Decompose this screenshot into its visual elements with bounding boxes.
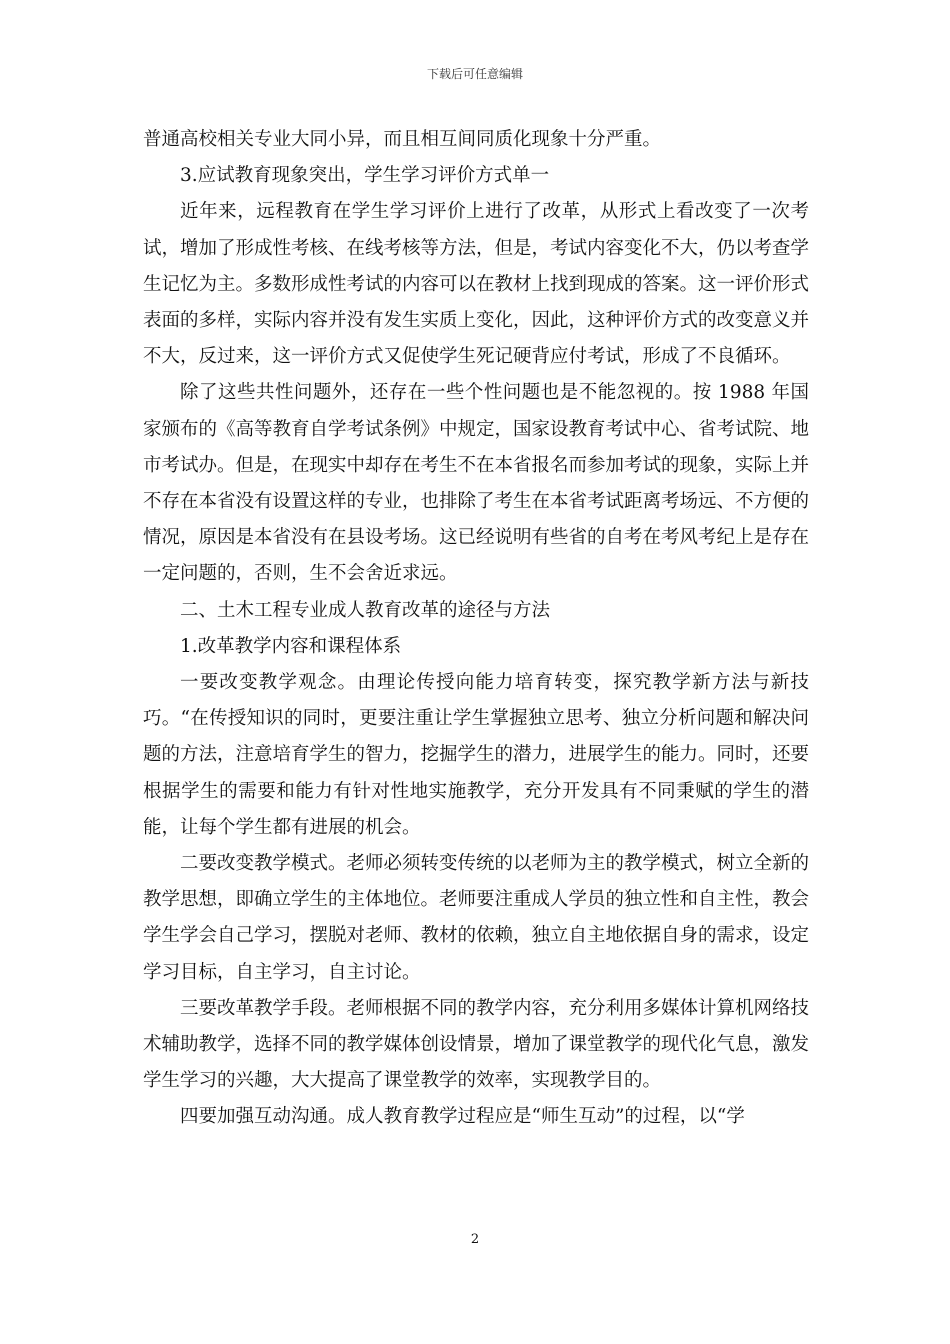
paragraph: 三要改革教学手段。老师根据不同的教学内容，充分利用多媒体计算机网络技术辅助教学，选择不同的教学媒体创设情景，增加了课堂教学的现代化气息，激发学生学习的兴趣，大大提高了课堂教学的效率，实现教学目的。 [143, 997, 810, 1092]
paragraph-continuation: 普通高校相关专业大同小异，而且相互间同质化现象十分严重。 [143, 129, 662, 150]
subsection-heading-1: 1.改革教学内容和课程体系 [180, 635, 402, 657]
paragraph: 除了这些共性问题外，还存在一些个性问题也是不能忽视的。按 1988 年国家颁布的《高等教育自学考试条例》中规定，国家设教育考试中心、省考试院、地市考试办。但是，在现实中却存在考生不在本省报名而参加考试的现象，实际上并不存在本省没有设置这样的专业，也排除了考生在本省考试距离考场远、不方便的情况，原因是本省没有在县设考场。这已经说明有些省的自考在考风考纪上是存在一定问题的，否则，生不会舍近求远。 [143, 382, 810, 585]
section-heading-2: 二、土木工程专业成人教育改革的途径与方法 [180, 599, 551, 621]
paragraph: 四要加强互动沟通。成人教育教学过程应是“师生互动”的过程，以“学 [180, 1106, 745, 1128]
page-header: 下载后可任意编辑 [426, 67, 523, 81]
paragraph: 近年来，远程教育在学生学习评价上进行了改革，从形式上看改变了一次考试，增加了形成性考核、在线考核等方法，但是，考试内容变化不大，仍以考查学生记忆为主。多数形成性考试的内容可以在教材上找到现成的答案。这一评价形式表面的多样，实际内容并没有发生实质上变化，因此，这种评价方式的改变意义并不大，反过来，这一评价方式又促使学生死记硬背应付考试，形成了不良循环。 [143, 201, 810, 368]
paragraph: 一要改变教学观念。由理论传授向能力培育转变，探究教学新方法与新技巧。“在传授知识的同时，更要注重让学生掌握独立思考、独立分析问题和解决问题的方法，注意培育学生的智力，挖掘学生的潜力，进展学生的能力。同时，还要根据学生的需要和能力有针对性地实施教学，充分开发具有不同秉赋的学生的潜能，让每个学生都有进展的机会。 [143, 672, 810, 838]
document-body [143, 122, 809, 1136]
section-heading-3: 3.应试教育现象突出，学生学习评价方式单一 [180, 165, 550, 187]
page-number: 2 [470, 1232, 480, 1247]
paragraph: 二要改变教学模式。老师必须转变传统的以老师为主的教学模式，树立全新的教学思想，即确立学生的主体地位。老师要注重成人学员的独立性和自主性，教会学生学会自己学习，摆脱对老师、教材的依赖，独立自主地依据自身的需求，设定学习目标，自主学习，自主讨论。 [143, 853, 810, 983]
